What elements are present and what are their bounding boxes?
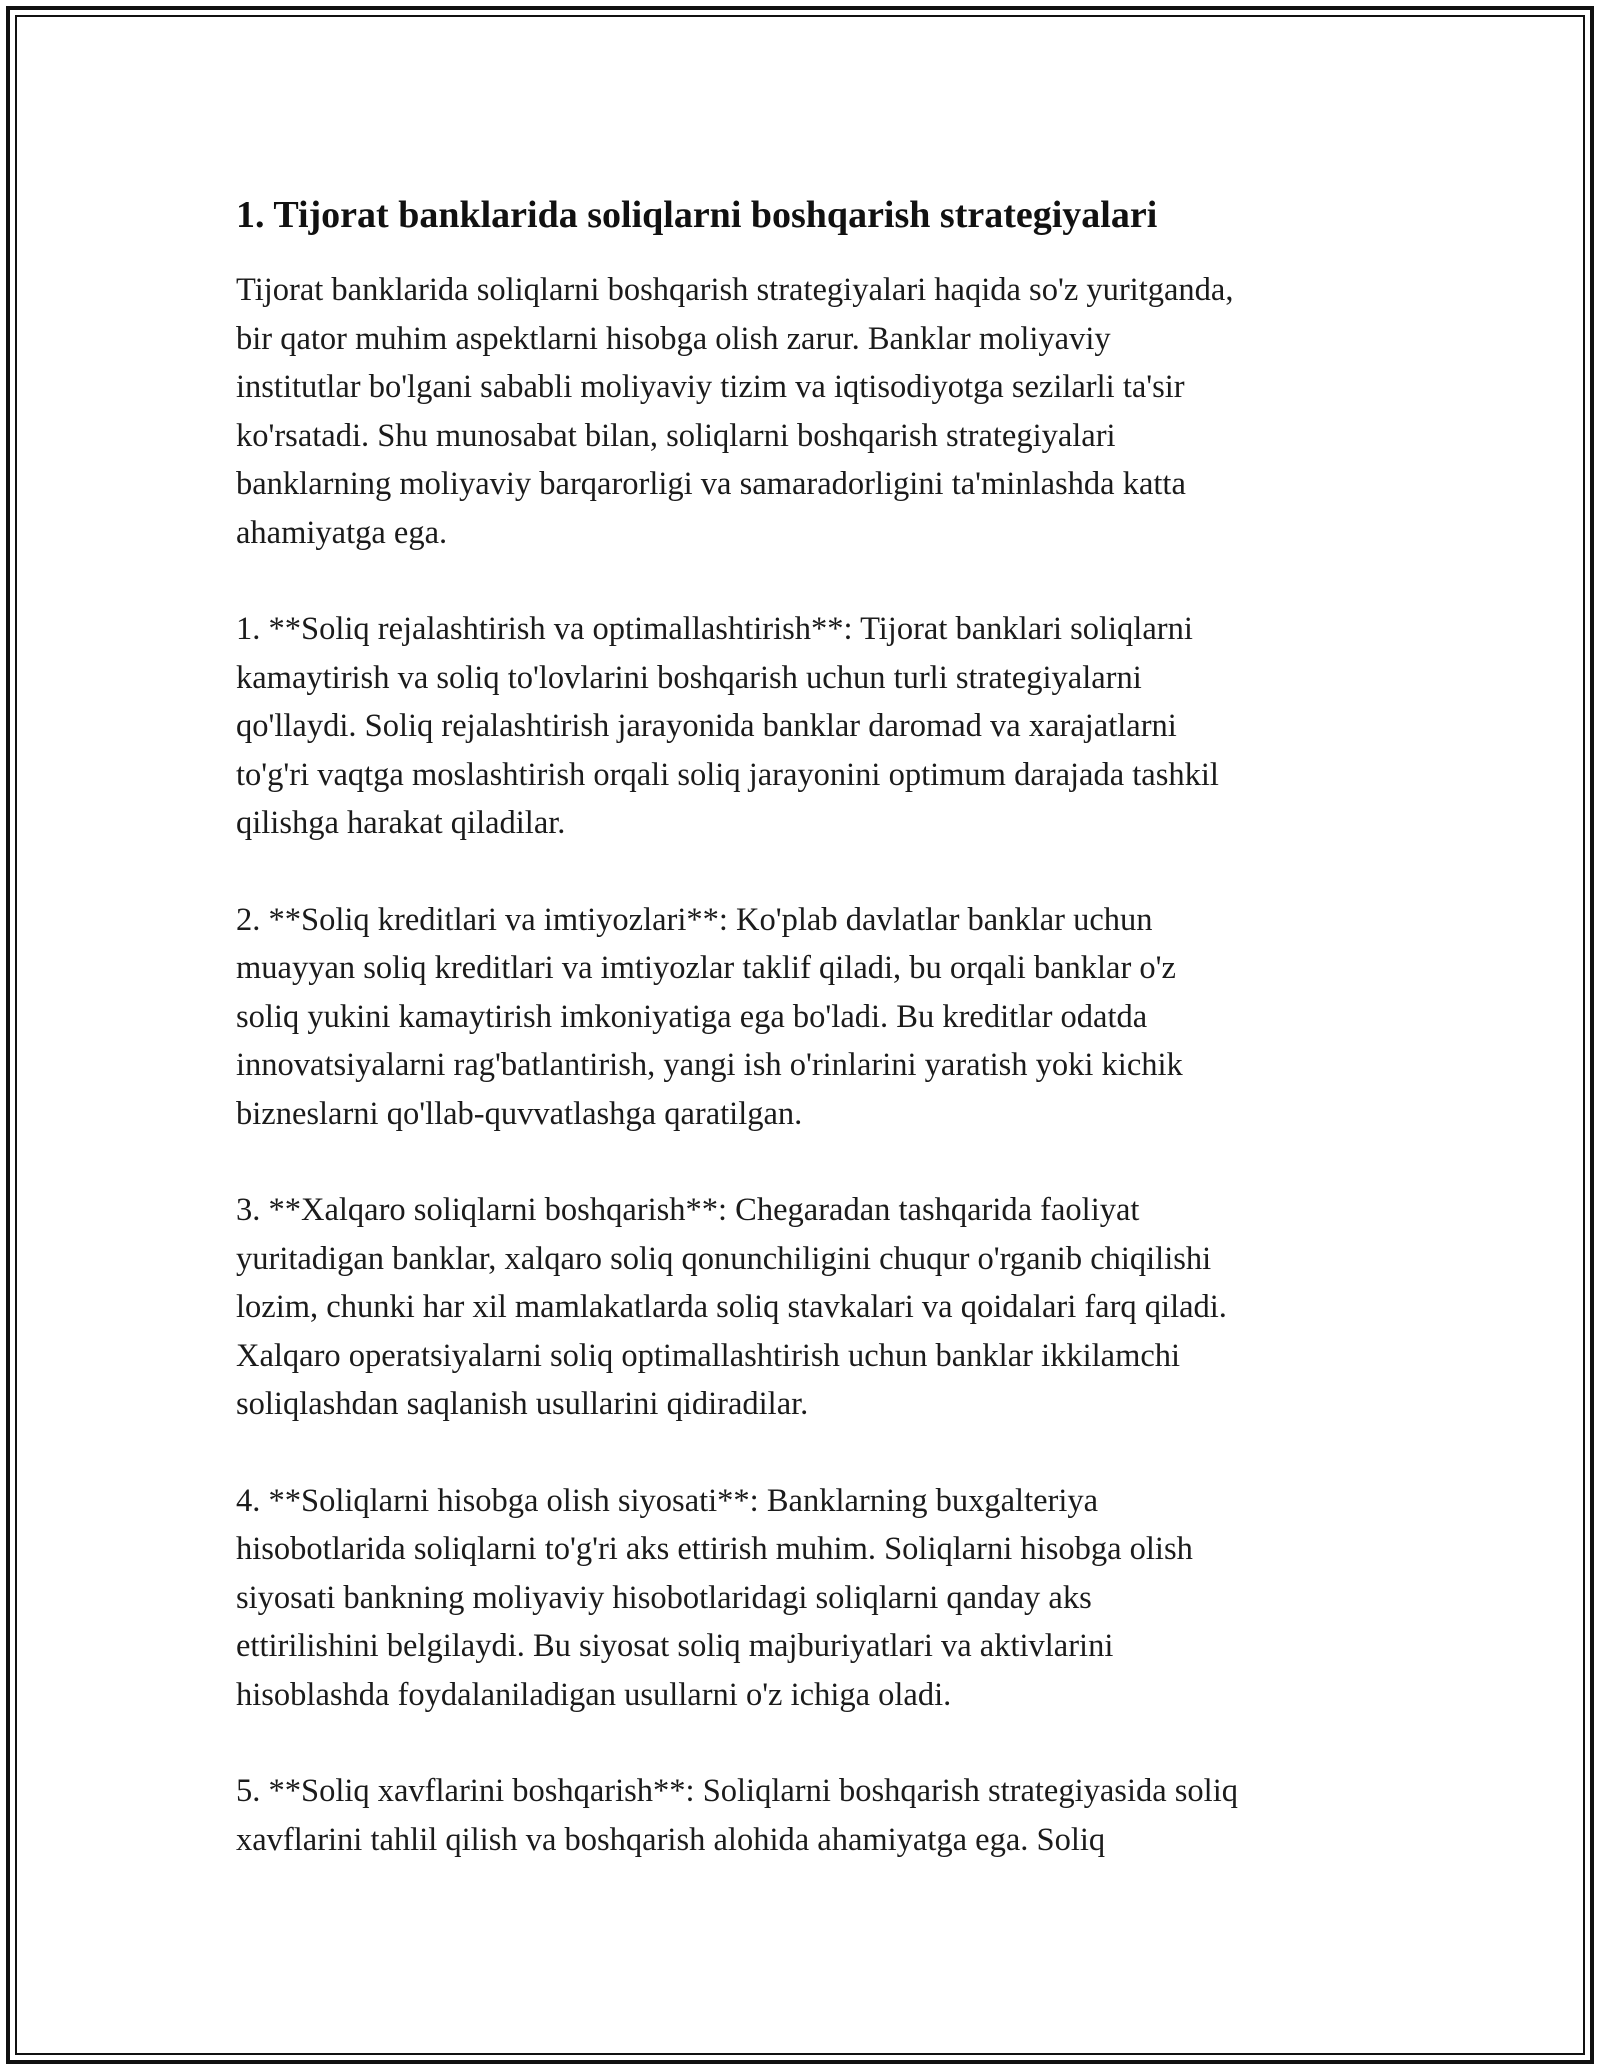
list-item-tax-planning: 1. **Soliq rejalashtirish va optimallashtirish**: Tijorat banklari soliqlarni kamaytirish va soliq to'lovlarini boshqarish uchun turli strategiyalarni qo'llaydi. Soliq rejalashtirish jarayonida banklar daromad va xarajatlarni to'g'ri vaqtga moslashtirish orqali soliq jarayonini optimum darajada tashkil qilishga harakat qiladilar.	[236, 611, 1219, 841]
list-item-tax-risk-management: 5. **Soliq xavflarini boshqarish**: Soliqlarni boshqarish strategiyasida soliq xavflarini tahlil qilish va boshqarish alohida ahamiyatga ega. Soliq	[236, 1773, 1238, 1858]
document-body	[236, 184, 1381, 1912]
list-item-tax-accounting-policy: 4. **Soliqlarni hisobga olish siyosati**: Banklarning buxgalteriya hisobotlarida soliqlarni to'g'ri aks ettirish muhim. Soliqlarni hisobga olish siyosati bankning moliyaviy hisobotlaridagi soliqlarni qanday aks ettirilishini belgilaydi. Bu siyosat soliq majburiyatlari va aktivlarini hisoblashda foydalaniladigan usullarni o'z ichiga oladi.	[236, 1482, 1193, 1713]
list-item-tax-credits: 2. **Soliq kreditlari va imtiyozlari**: Ko'plab davlatlar banklar uchun muayyan soliq kreditlari va imtiyozlar taklif qiladi, bu orqali banklar o'z soliq yukini kamaytirish imkoniyatiga ega bo'ladi. Bu kreditlar odatda innovatsiyalarni rag'batlantirish, yangi ish o'rinlarini yaratish yoki kichik bizneslarni qo'llab-quvvatlashga qaratilgan.	[236, 901, 1183, 1132]
intro-paragraph: Tijorat banklarida soliqlarni boshqarish strategiyalari haqida so'z yuritganda, bir qator muhim aspektlarni hisobga olish zarur. Banklar moliyaviy institutlar bo'lgani sababli moliyaviy tizim va iqtisodiyotga sezilarli ta'sir ko'rsatadi. Shu munosabat bilan, soliqlarni boshqarish strategiyalari banklarning moliyaviy barqarorligi va samaradorligini ta'minlashda katta ahamiyatga ega.	[236, 272, 1234, 551]
section-heading: 1. Tijorat banklarida soliqlarni boshqarish strategiyalari	[236, 194, 1158, 236]
list-item-international-tax: 3. **Xalqaro soliqlarni boshqarish**: Chegaradan tashqarida faoliyat yuritadigan banklar, xalqaro soliq qonunchiligini chuqur o'rganib chiqilishi lozim, chunki har xil mamlakatlarda soliq stavkalari va qoidalari farq qiladi. Xalqaro operatsiyalarni soliq optimallashtirish uchun banklar ikkilamchi soliqlashdan saqlanish usullarini qidiradilar.	[236, 1192, 1227, 1422]
